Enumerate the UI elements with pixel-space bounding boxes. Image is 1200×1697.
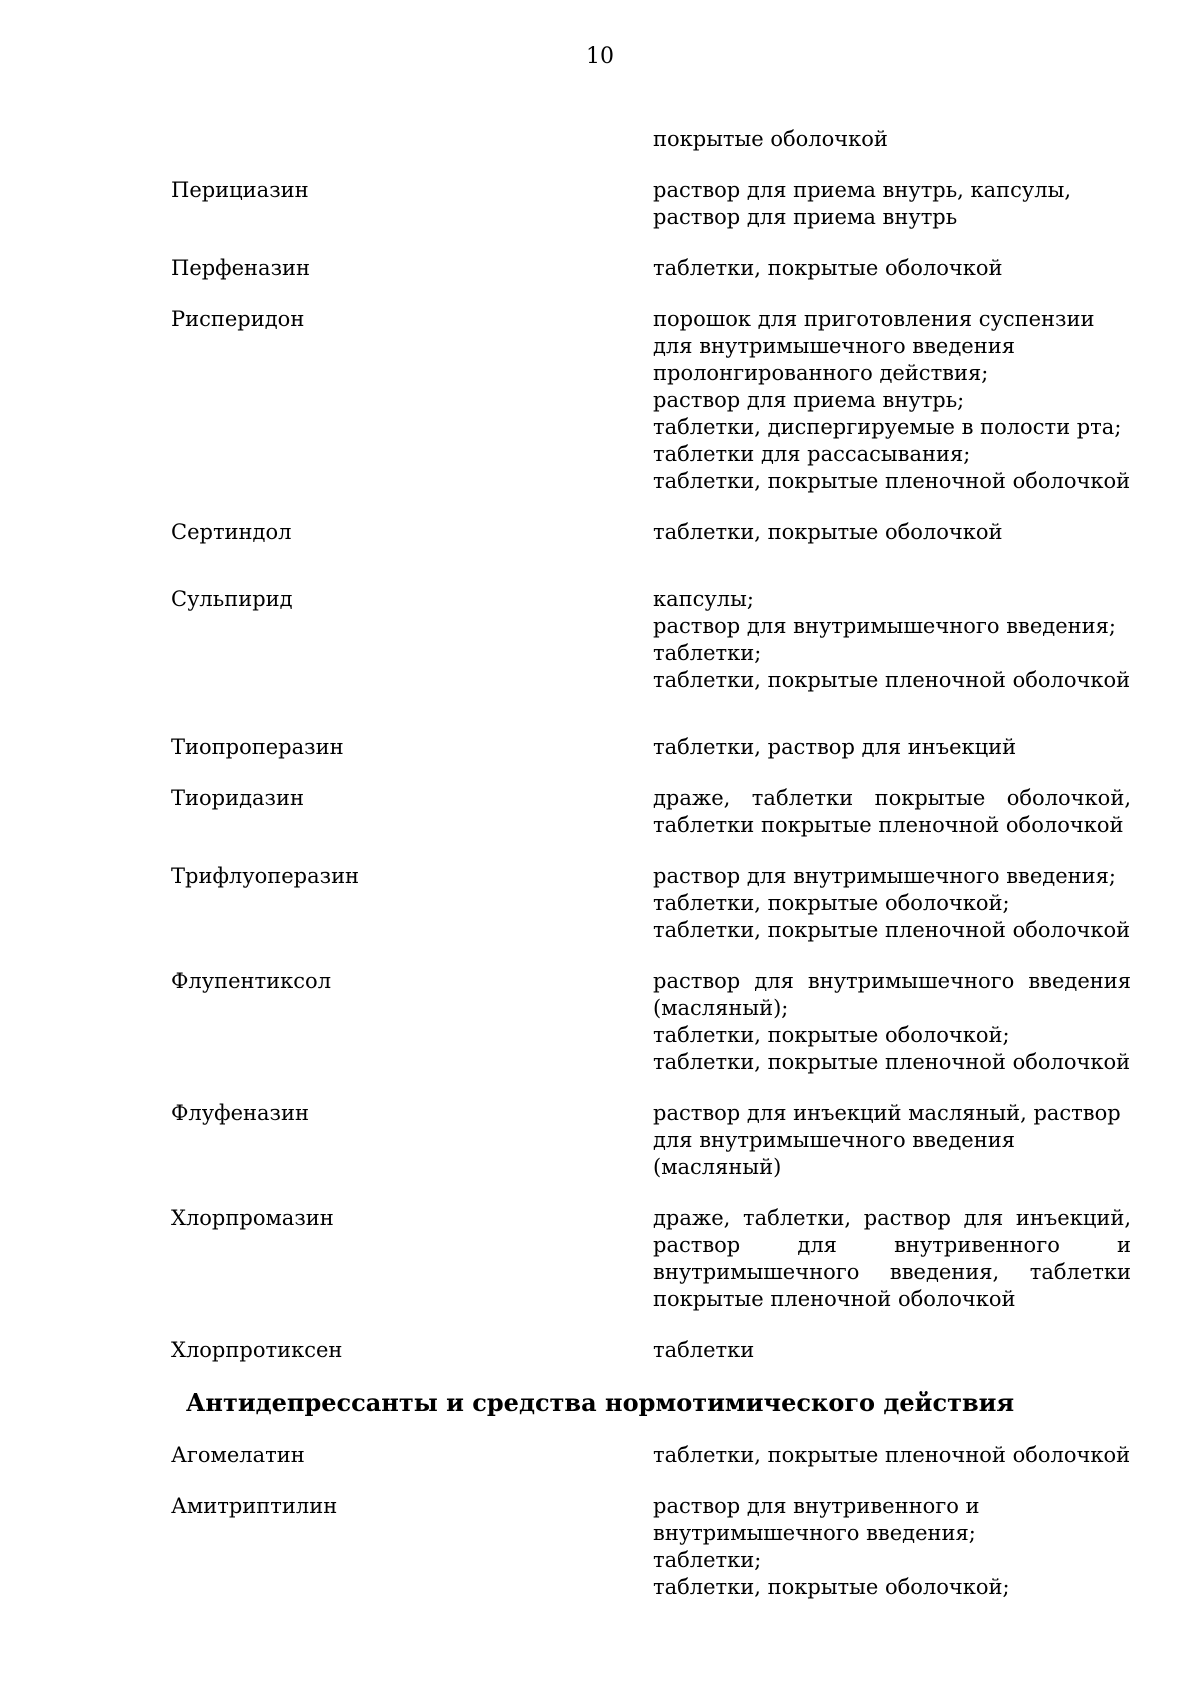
dosage-form-line: таблетки для рассасывания; (653, 442, 971, 466)
drug-row (171, 734, 1131, 761)
dosage-form-line: раствор для приема внутрь, капсулы, раствор для приема внутрь (653, 178, 1072, 229)
drug-row (171, 255, 1131, 282)
dosage-forms (653, 785, 1131, 839)
drug-row (171, 177, 1131, 231)
dosage-form-line: драже, таблетки, раствор для инъекций, раствор для внутривенного и внутримышечного введения, таблетки покрытые пленочной оболочкой (653, 1206, 1131, 1311)
drug-row (171, 1205, 1131, 1313)
dosage-forms (653, 255, 1131, 282)
antidepressants-group (171, 1442, 1131, 1601)
drug-name: Тиоридазин (171, 786, 304, 810)
dosage-form-line: таблетки, покрытые пленочной оболочкой (653, 1443, 1131, 1467)
dosage-form-line: раствор для приема внутрь; (653, 388, 965, 412)
drug-name: Рисперидон (171, 307, 305, 331)
dosage-form-line: таблетки, покрытые оболочкой; (653, 1575, 1010, 1599)
drug-name: Флупентиксол (171, 969, 332, 993)
drug-name: Хлорпротиксен (171, 1338, 343, 1362)
dosage-forms (653, 968, 1131, 1076)
dosage-form-line: таблетки, покрытые пленочной оболочкой (653, 918, 1131, 942)
dosage-form-line: таблетки, покрытые оболочкой (653, 256, 1003, 280)
dosage-form-line: таблетки, покрытые оболочкой; (653, 1023, 1010, 1047)
dosage-form-line: раствор для инъекций масляный, раствор для внутримышечного введения (масляный) (653, 1101, 1121, 1179)
dosage-form-line: раствор для внутривенного и внутримышечного введения; (653, 1494, 980, 1545)
drug-row (171, 519, 1131, 546)
drug-name: Амитриптилин (171, 1494, 338, 1518)
drug-name: Хлорпромазин (171, 1206, 334, 1230)
dosage-form-line: раствор для внутримышечного введения; (653, 864, 1116, 888)
drug-row (171, 586, 1131, 694)
dosage-form-line: раствор для внутримышечного введения; (653, 614, 1116, 638)
dosage-forms (653, 734, 1131, 761)
drug-row (171, 785, 1131, 839)
drug-row (171, 306, 1131, 495)
dosage-forms (653, 1493, 1131, 1601)
dosage-form-line: таблетки, покрытые пленочной оболочкой (653, 469, 1131, 493)
dosage-form-line: таблетки; (653, 1548, 762, 1572)
drug-name: Флуфеназин (171, 1101, 309, 1125)
drug-name: Перфеназин (171, 256, 311, 280)
drug-name: Тиопроперазин (171, 735, 344, 759)
dosage-forms (653, 1337, 1131, 1364)
drug-row (171, 863, 1131, 944)
drug-row (171, 1337, 1131, 1364)
drug-list (171, 126, 1131, 1625)
dosage-forms (653, 863, 1131, 944)
dosage-form-line: покрытые оболочкой (653, 127, 888, 151)
dosage-form-line: таблетки, покрытые пленочной оболочкой (653, 1050, 1131, 1074)
dosage-forms (653, 306, 1131, 495)
drug-name: Перициазин (171, 178, 309, 202)
drug-name: Сульпирид (171, 587, 293, 611)
drug-row (171, 1442, 1131, 1469)
section-title: Антидепрессанты и средства нормотимического действия (185, 1388, 1015, 1417)
antipsychotics-group (171, 177, 1131, 1364)
dosage-forms (653, 1100, 1131, 1181)
dosage-form-line: таблетки, покрытые оболочкой; (653, 891, 1010, 915)
drug-name: Трифлуоперазин (171, 864, 360, 888)
dosage-forms (653, 177, 1131, 231)
dosage-form-line: порошок для приготовления суспензии для внутримышечного введения пролонгированного действия; (653, 307, 1095, 385)
drug-row (171, 968, 1131, 1076)
dosage-form-line: таблетки (653, 1338, 755, 1362)
drug-name: Сертиндол (171, 520, 292, 544)
drug-name: Агомелатин (171, 1443, 305, 1467)
dosage-form-line: драже, таблетки покрытые оболочкой, таблетки покрытые пленочной оболочкой (653, 786, 1131, 837)
dosage-form-line: таблетки, раствор для инъекций (653, 735, 1017, 759)
dosage-form-line: таблетки, покрытые пленочной оболочкой (653, 668, 1131, 692)
dosage-form-line: таблетки, диспергируемые в полости рта; (653, 415, 1122, 439)
page-number: 10 (586, 44, 614, 69)
dosage-forms (653, 1205, 1131, 1313)
dosage-forms (653, 126, 1131, 153)
drug-name (171, 126, 653, 153)
dosage-forms (653, 586, 1131, 694)
dosage-form-line: капсулы; (653, 587, 754, 611)
dosage-forms (653, 519, 1131, 546)
drug-row (171, 1493, 1131, 1601)
dosage-form-line: таблетки; (653, 641, 762, 665)
dosage-forms (653, 1442, 1131, 1469)
dosage-form-line: раствор для внутримышечного введения (масляный); (653, 969, 1131, 1020)
continuation-row (171, 126, 1131, 153)
drug-row (171, 1100, 1131, 1181)
dosage-form-line: таблетки, покрытые оболочкой (653, 520, 1003, 544)
